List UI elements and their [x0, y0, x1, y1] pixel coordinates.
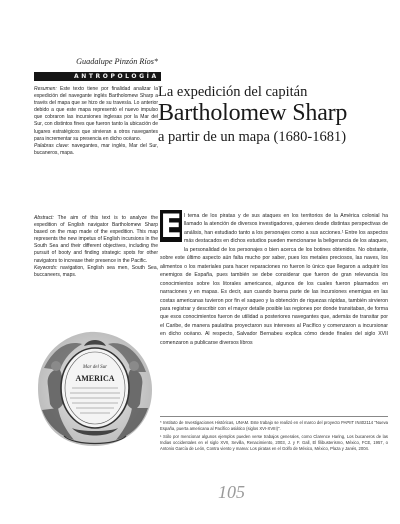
map-cartouche-illustration	[34, 328, 156, 450]
cartouche-text-2: AMERICA	[75, 374, 115, 383]
author-name: Guadalupe Pinzón Ríos*	[76, 57, 158, 66]
drop-cap-letter: E	[160, 210, 182, 242]
keywords-es-text: navegantes, mar inglés, Mar del Sur, bucaneros, mapa.	[34, 142, 158, 156]
keywords-en-text: navigation, English sea men, South Sea, buccaneers, maps.	[34, 264, 159, 278]
abstract-spanish	[34, 86, 158, 157]
section-label: ANTROPOLOGÍA	[74, 73, 159, 80]
footnote-divider	[160, 416, 388, 417]
title-line-3: a partir de un mapa (1680-1681)	[158, 129, 347, 145]
abstract-en-label: Abstract:	[34, 215, 54, 221]
abstract-english	[34, 215, 158, 279]
article-title	[158, 84, 388, 146]
keywords-es-label: Palabras clave:	[34, 142, 70, 149]
footnote-affiliation: * Instituto de Investigaciones Históricas, UNAM. Este trabajo se realizó en el marco del proyecto PAPIIT IN402114 "Nueva España, puerta americana al Pacífico asiático (siglos XVI-XVIII)".	[160, 420, 388, 431]
abstract-es-text: Este texto tiene por finalidad analizar la expedición del navegante inglés Bartholomew Sharp a través del mapa que se hizo de su travesía. Lo anterior debido a que este mapa representó el nuevo impulso que cobraron las incursiones inglesas por la Mar del Sur, con distintos fines que fueron tanto la ubicación de lugares estratégicos que sirvieran a otros navegantes para incrementar su presencia en dicho océano.	[34, 86, 159, 142]
title-line-1: La expedición del capitán	[158, 84, 308, 100]
footnote-1: ¹ Sólo por mencionar algunos ejemplos pueden verse trabajos generales, como Clarence Haring, Los bucaneros de las Indias occidentales en el siglo XVII, Sevilla, Renacimiento, 2003, J. y F. Gall, El filibusterismo, México, FCE, 1957, o Antonio García de León, Contra viento y marea: Los piratas en el Golfo de México, México, Plaza y Janés, 2004.	[160, 433, 388, 451]
footnotes	[160, 420, 388, 453]
title-line-2: Bartholomew Sharp	[158, 100, 348, 126]
cartouche-text-1: Mar del Sur	[82, 365, 108, 370]
keywords-en-label: Keywords:	[34, 264, 58, 271]
article-body	[160, 212, 388, 347]
section-bar	[34, 72, 161, 81]
abstract-en-text: The aim of this text is to analyze the expedition of English navigator Bartholomew Sharp based on the map made of the expedition. This map represents the new impetus of English incursions in the South Sea and their different objectives, including the pursuit of booty and finding strategic spots for other navigators to increase their presence in the Pacific.	[34, 215, 158, 264]
abstract-es-label: Resumen:	[34, 86, 57, 92]
page-number: 105	[218, 482, 245, 502]
body-paragraph: l tema de los piratas y de sus ataques en los territorios de la América colonial ha llamado la atención de diversos investigadores, quienes desde distintas perspectivas de análisis, han estudiado tanto a los personajes como a sus acciones.¹ Entre los aspectos más destacados en dichos estudios pueden mencionarse la beligerancia de los ataques, la personalidad de los personajes o bien acerca de los botines obtenidos. No obstante, sobre este último aspecto aún falta mucho por saber, pues los metales preciosos, las naves, los alimentos o los materiales para hacer reparaciones no fueron lo único que llegaron a adquirir los enemigos de España, pues también se debe considerar que fueron de gran relevancia los conocimientos sobre los litorales americanos, algunos de los cuales fueron plasmados en narraciones y en mapas. Es decir, aun cuando buena parte de las incursiones enemigas en las costas americanas tuvieron por fin el saqueo y la obtención de riquezas rápidas, también sirvieron para registrar y describir con el mayor detalle posible las regiones por donde transitaban, de forma que esos conocimientos fueron de utilidad a posteriores navegantes que, además de transitar por el Caribe, de manera paulatina proyectaron sus intereses al Pacífico y comenzaron a incursionar en dicho océano. Al respecto, Salvador Bernabeu explica cómo desde finales del siglo XVII comenzaron a publicarse diversos libros	[160, 213, 388, 346]
